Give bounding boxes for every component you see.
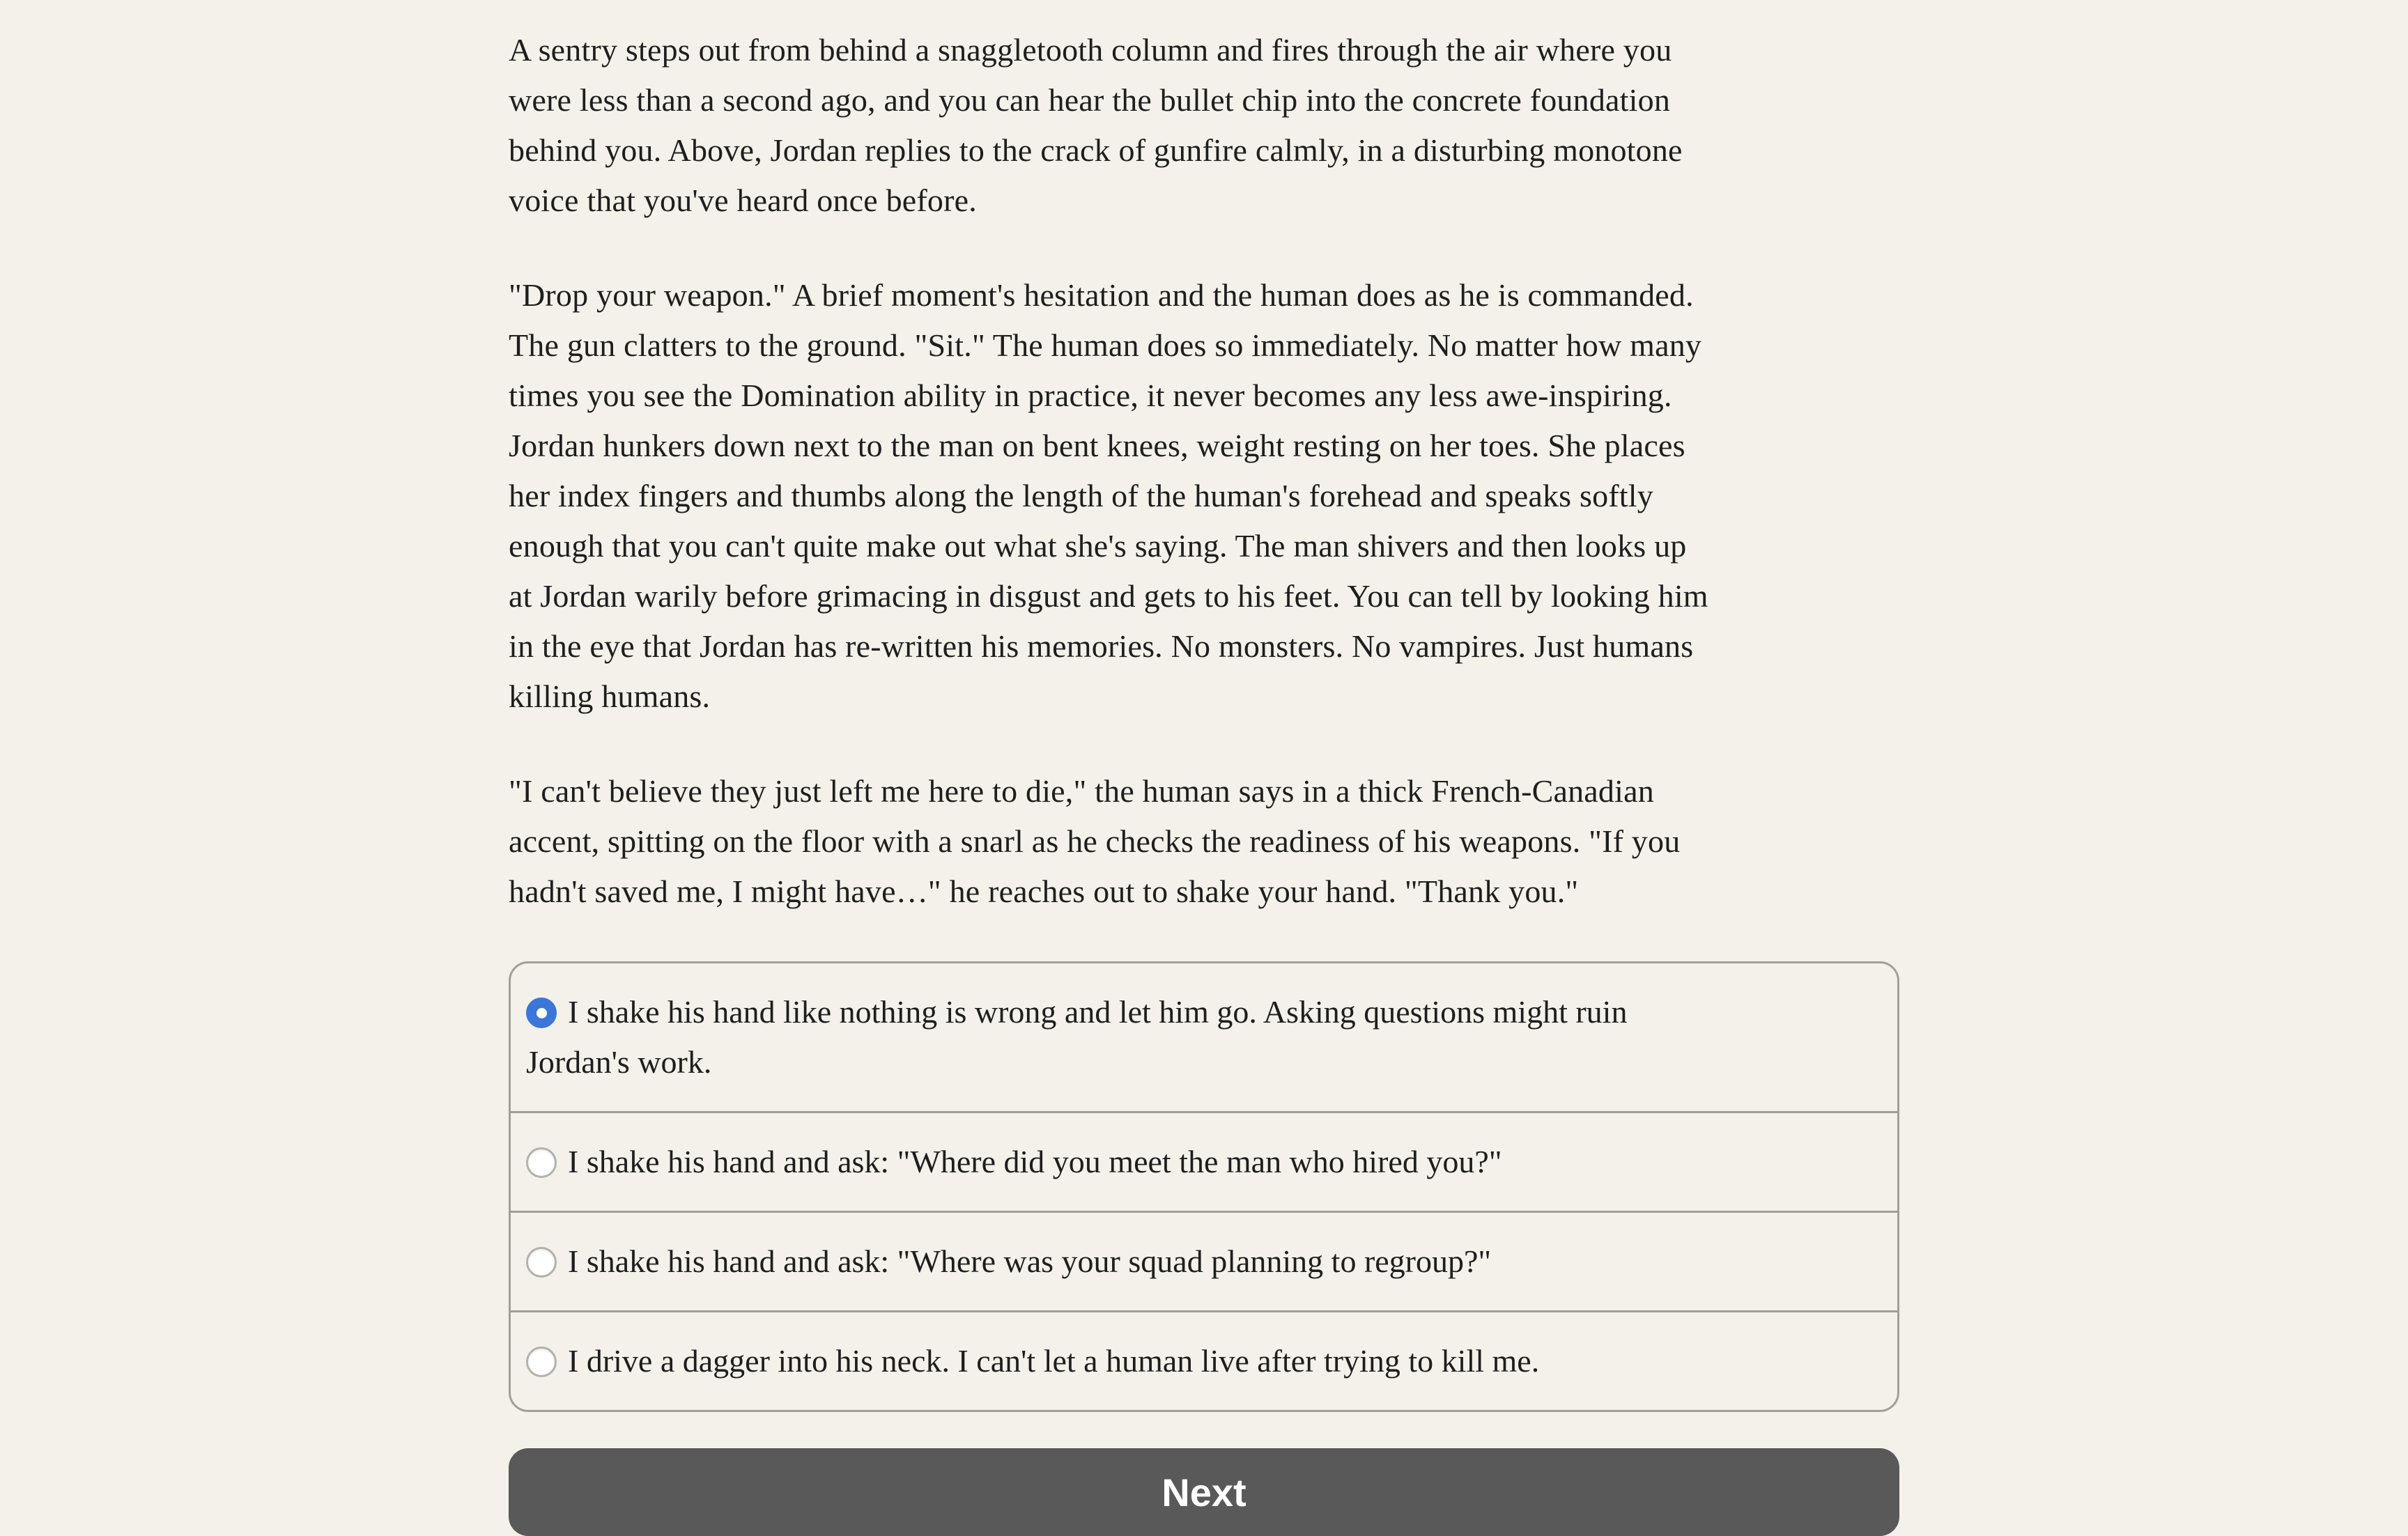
radio-unselected-icon[interactable] <box>526 1347 557 1377</box>
radio-selected-icon[interactable] <box>526 998 557 1028</box>
story-paragraph-3: "I can't believe they just left me here to die," the human says in a thick French-Canadian accent, spitting on the floor with a snarl as he checks the readiness of his weapons. "If you hadn't saved me, I might have…" he reaches out to shake your hand. "Thank you." <box>509 773 1681 909</box>
choice-option-4[interactable] <box>511 1310 1897 1410</box>
choice-option-2[interactable] <box>511 1111 1897 1211</box>
radio-unselected-icon[interactable] <box>526 1147 557 1178</box>
choice-option-1-label: I shake his hand like nothing is wrong and let him go. Asking questions might ruin Jordan's work. <box>526 994 1628 1080</box>
story-page <box>509 0 1899 1536</box>
radio-unselected-icon[interactable] <box>526 1247 557 1278</box>
choice-option-4-label: I drive a dagger into his neck. I can't let a human live after trying to kill me. <box>568 1343 1540 1379</box>
story-paragraph-2: "Drop your weapon." A brief moment's hesitation and the human does as he is commanded. The gun clatters to the ground. "Sit." The human does so immediately. No matter how many times you see the Domination ability in practice, it never becomes any less awe-inspiring. Jordan hunkers down next to the man on bent knees, weight resting on her toes. She places her index fingers and thumbs along the length of the human's forehead and speaks softly enough that you can't quite make out what she's saying. The man shivers and then looks up at Jordan warily before grimacing in disgust and gets to his feet. You can tell by looking him in the eye that Jordan has re-written his memories. No monsters. No vampires. Just humans killing humans. <box>509 277 1708 714</box>
choice-option-3-label: I shake his hand and ask: "Where was your squad planning to regroup?" <box>568 1243 1492 1279</box>
choice-option-1[interactable] <box>511 963 1897 1111</box>
choice-option-3[interactable] <box>511 1211 1897 1310</box>
choice-option-2-label: I shake his hand and ask: "Where did you meet the man who hired you?" <box>568 1144 1502 1179</box>
choice-group <box>509 961 1899 1412</box>
next-button[interactable]: Next <box>509 1448 1899 1536</box>
story-paragraph-1: A sentry steps out from behind a snaggletooth column and fires through the air where you were less than a second ago, and you can hear the bullet chip into the concrete foundation behind you. Above, Jordan replies to the crack of gunfire calmly, in a disturbing monotone voice that you've heard once before. <box>509 32 1683 218</box>
